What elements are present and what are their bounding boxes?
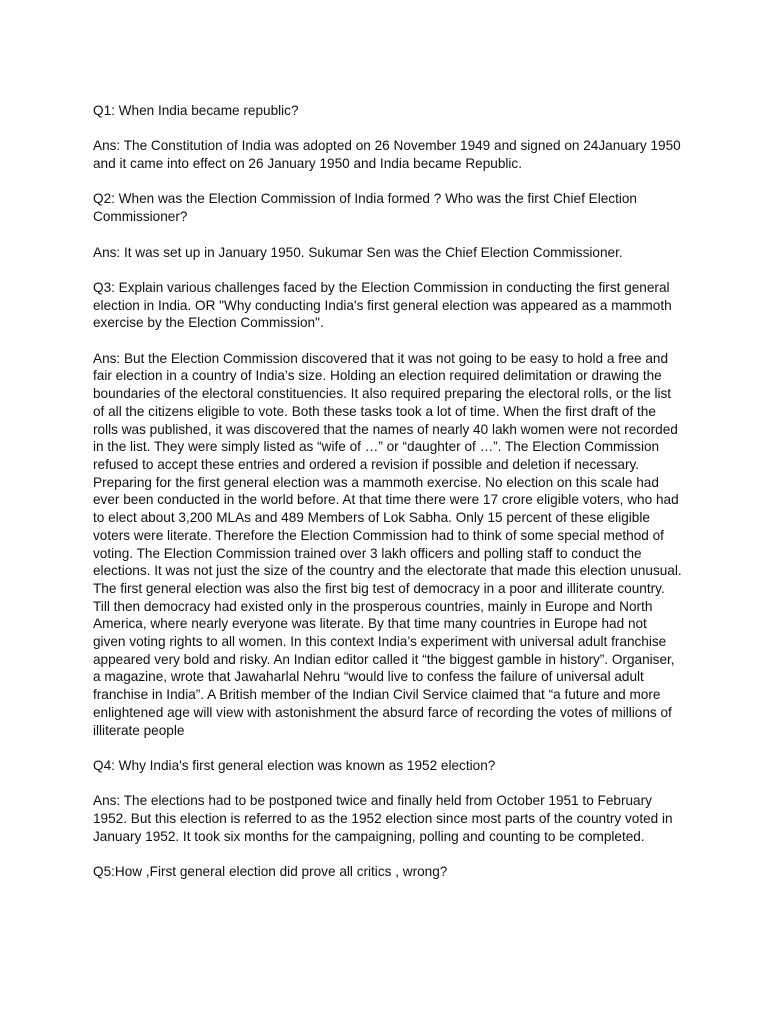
question-4: Q4: Why India's first general election was known as 1952 election? xyxy=(93,757,496,773)
question-1: Q1: When India became republic? xyxy=(93,103,299,118)
answer-3-paragraph-1: Ans: But the Election Commission discovered that it was not going to be easy to hold a free and fair election in a country of India’s size. Holding an election required delimitation or drawing the boundaries of the electoral constituencies. It also required preparing the electoral rolls, or the list of all the citizens eligible to vote. Both these tasks took a lot of time. When the first draft of the rolls was published, it was discovered that the names of nearly 40 lakh women were not recorded in the list. They were simply listed as “wife of …” or “daughter of …”. The Election Commission refused to accept these entries and ordered a revision if possible and deletion if necessary. xyxy=(93,350,678,472)
answer-4: Ans: The elections had to be postponed twice and finally held from October 1951 to February 1952. But this election is referred to as the 1952 election since most parts of the country voted in January 1952. It took six months for the campaigning, polling and counting to be completed. xyxy=(93,793,673,844)
question-2: Q2: When was the Election Commission of India formed ? Who was the first Chief Election Commissioner? xyxy=(93,191,637,225)
question-3: Q3: Explain various challenges faced by the Election Commission in conducting the first general election in India. OR "Why conducting India's first general election was appeared as a mammoth exercise by the Election Commission". xyxy=(93,279,672,331)
answer-3-paragraph-2: Preparing for the first general election was a mammoth exercise. No election on this scale had ever been conducted in the world before. At that time there were 17 crore eligible voters, who had to elect about 3,200 MLAs and 489 Members of Lok Sabha. Only 15 percent of these eligible voters were literate. Therefore the Election Commission had to think of some special method of voting. The Election Commission trained over 3 lakh officers and polling staff to conduct the elections. It was not just the size of the country and the electorate that made this election unusual. xyxy=(93,474,682,579)
answer-2: Ans: It was set up in January 1950. Sukumar Sen was the Chief Election Commissioner. xyxy=(93,244,623,260)
answer-1: Ans: The Constitution of India was adopted on 26 November 1949 and signed on 24January 1950 and it came into effect on 26 January 1950 and India became Republic. xyxy=(93,138,681,172)
document-page xyxy=(93,102,683,899)
question-5: Q5:How ,First general election did prove all critics , wrong? xyxy=(93,864,448,880)
answer-3-paragraph-3: The first general election was also the first big test of democracy in a poor and illiterate country. Till then democracy had existed only in the prosperous countries, mainly in Europe and North America, where nearly everyone was literate. By that time many countries in Europe had not given voting rights to all women. In this context India’s experiment with universal adult franchise appeared very bold and risky. An Indian editor called it “the biggest gamble in history”. Organiser, a magazine, wrote that Jawaharlal Nehru “would live to confess the failure of universal adult franchise in India”. A British member of the Indian Civil Service claimed that “a future and more enlightened age will view with astonishment the absurd farce of recording the votes of millions of illiterate people xyxy=(93,580,675,738)
